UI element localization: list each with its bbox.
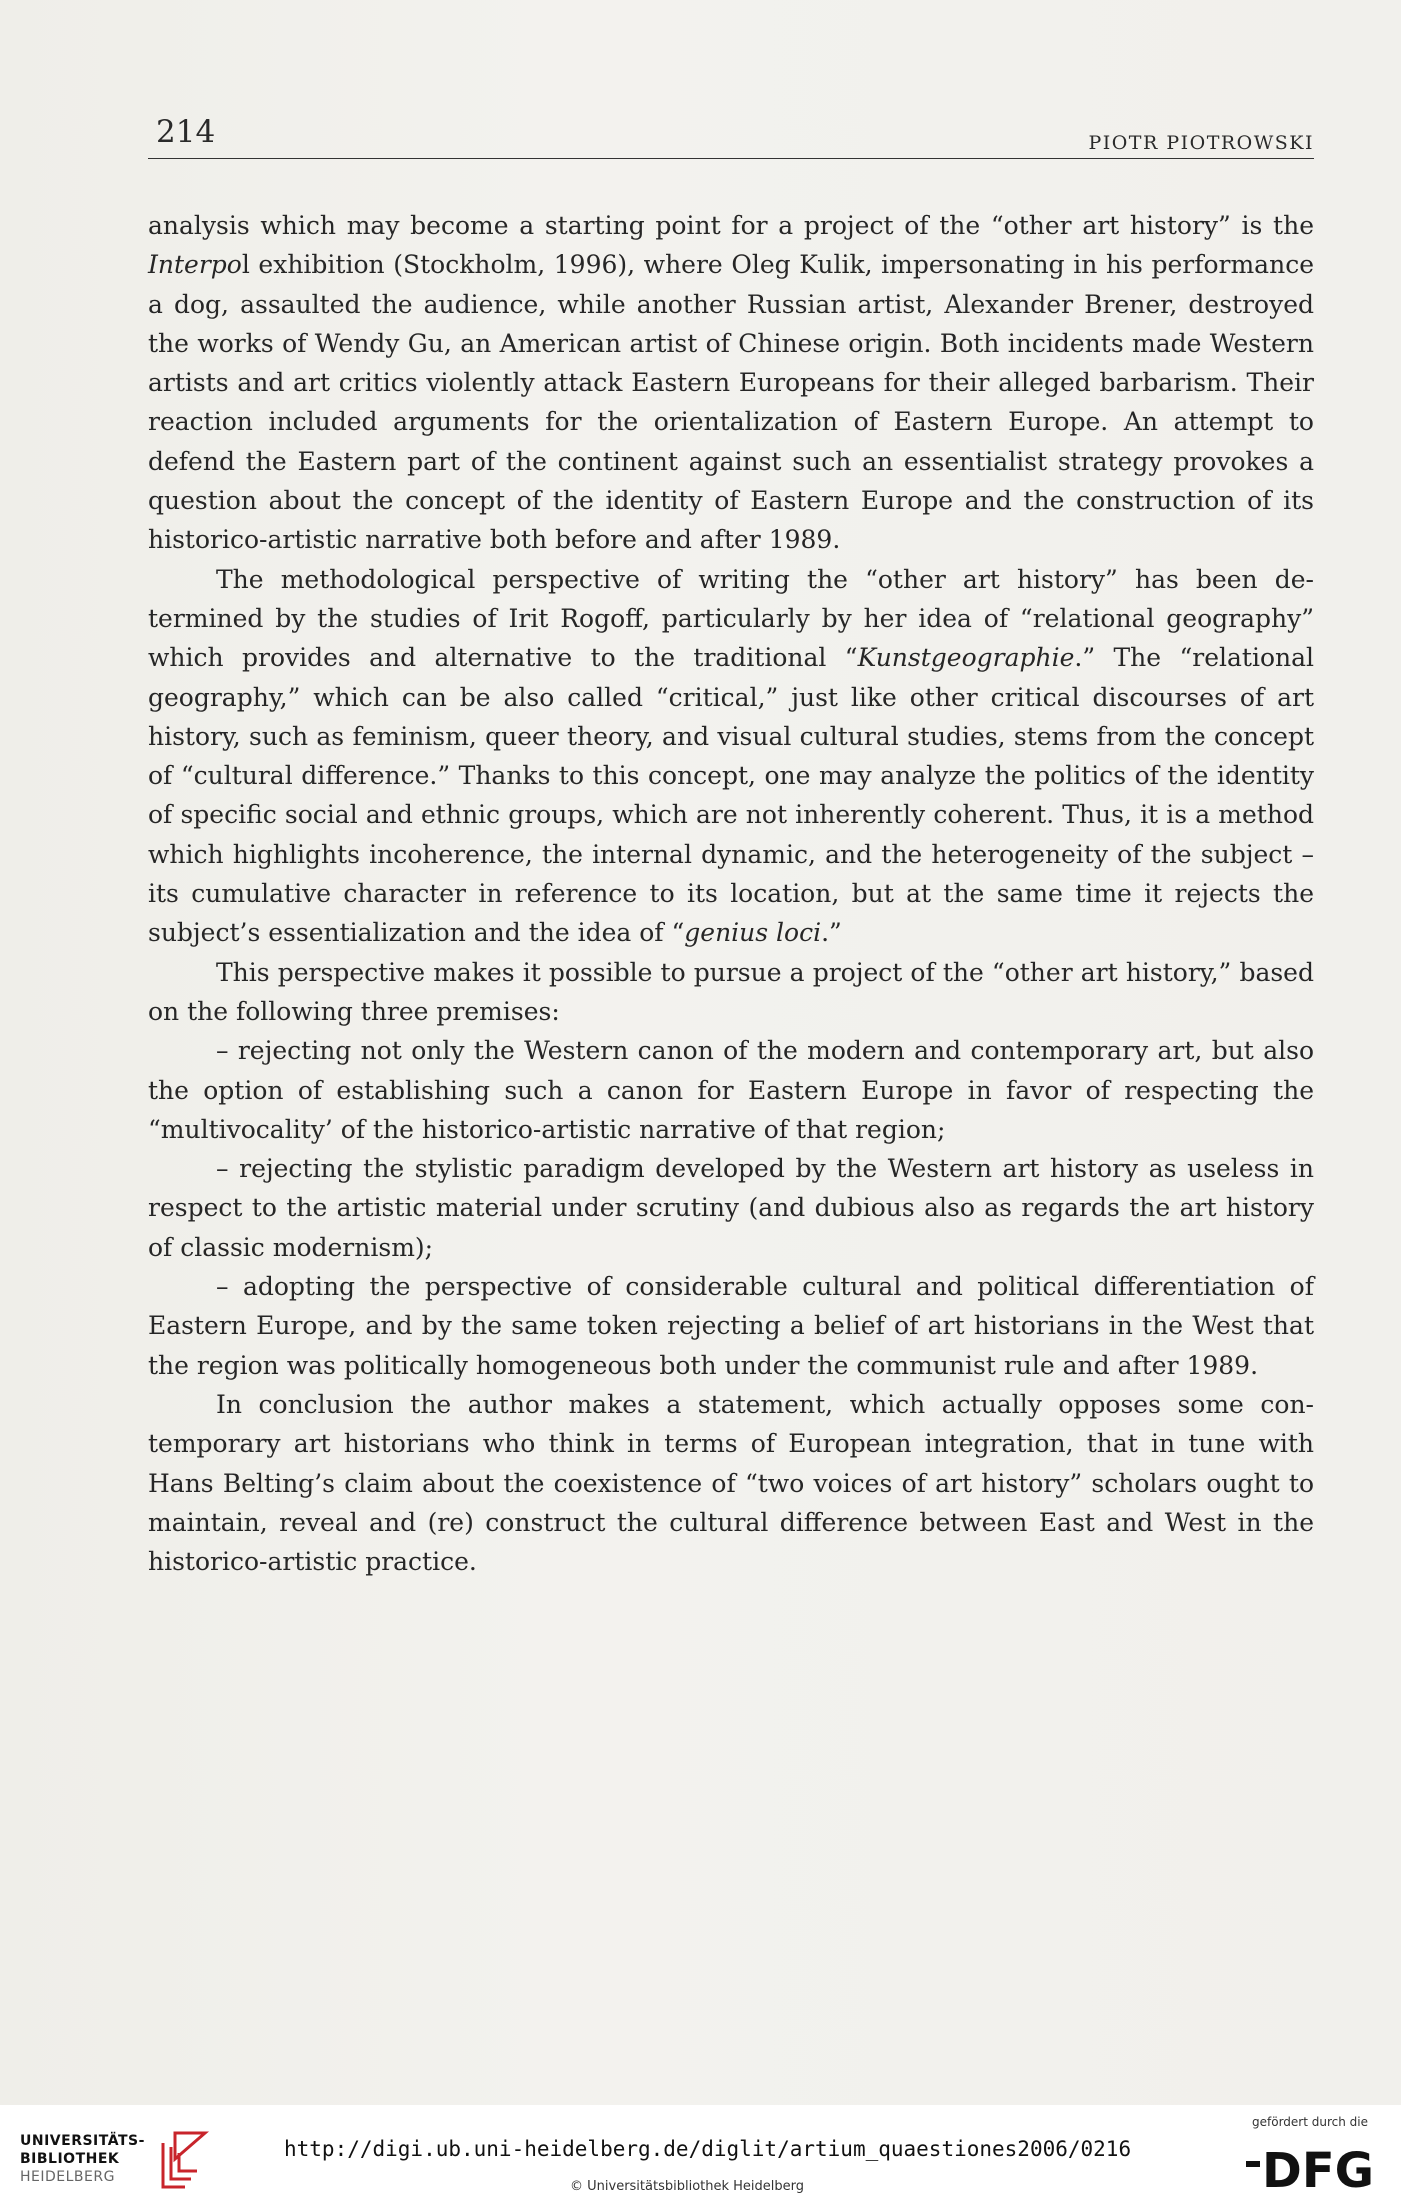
- body-paragraph: [148, 1031, 1314, 1149]
- page-header: [148, 112, 1314, 159]
- paragraph-text: – rejecting the stylistic paradigm developed by the Western art history as useless in respect to the artistic material under scrutiny (and dubious also as regards the art history of classic modernism);: [148, 1154, 1314, 1262]
- permalink-url[interactable]: http://digi.ub.uni-heidelberg.de/diglit/artium_quaestiones2006/0216: [284, 2137, 1132, 2161]
- body-paragraph: [148, 953, 1314, 1032]
- dfg-logo-text: DFG: [1262, 2143, 1375, 2193]
- body-paragraph: [148, 560, 1314, 953]
- paragraph-text: – rejecting not only the Western canon of the modern and contemporary art, but also the option of establishing such a canon for Eastern Europe in favor of respecting the “multivocality’ of the historico-artistic narrative of that region;: [148, 1036, 1314, 1144]
- italic-text: genius loci: [684, 918, 822, 948]
- paragraph-text: .” The “relational geography,” which can be also called “critical,” just like other critical discourses of art history, such as feminism, queer theory, and visual cultural studies, stems from the concept of “cultural difference.” Thanks to this concept, one may analyze the politics of the identity of specific social and ethnic groups, which are not inherently coherent. Thus, it is a method which highlights incoherence, the internal dynamic, and the heterogeneity of the subject – its cumulative character in reference to its location, but at the same time it rejects the subject’s essentialization and the idea of “: [148, 643, 1314, 948]
- paragraph-text: In conclusion the author makes a statement, which actually opposes some contemporary art historians who think in terms of European integration, that in tune with Hans Belting’s claim about the coexistence of “two voices of art history” scholars ought to maintain, reveal and (re) construct the cultural difference between East and West in the historico-artistic practice.: [148, 1389, 1314, 1577]
- body-paragraph: [148, 206, 1314, 560]
- body-paragraph: [148, 1267, 1314, 1385]
- italic-text: Kunstgeographie: [857, 643, 1075, 673]
- running-head: PIOTR PIOTROWSKI: [1088, 132, 1314, 154]
- dfg-logo-block[interactable]: [1240, 2115, 1390, 2201]
- body-text: [148, 206, 1314, 1581]
- copyright-note: © Universitätsbibliothek Heidelberg: [570, 2179, 805, 2194]
- paragraph-text: analysis which may become a starting point for a project of the “other art history” is the: [148, 211, 1314, 240]
- paragraph-text: This perspective makes it possible to pursue a project of the “other art history,” based on the following three premises:: [148, 957, 1314, 1026]
- body-paragraph: [148, 1385, 1314, 1581]
- footer-bar: [0, 2105, 1401, 2207]
- funding-note: gefördert durch die: [1252, 2115, 1368, 2129]
- logo-line-1: UNIVERSITÄTS-: [20, 2133, 145, 2149]
- dfg-logo-icon: [1246, 2137, 1382, 2193]
- paragraph-text: l exhibition (Stockholm, 1996), where Oleg Kulik, impersonating in his performance a dog, assaulted the audience, while another Russian artist, Alexander Brener, destroyed the works of Wendy Gu, an American artist of Chinese origin. Both incidents made Western artists and art critics violently attack Eastern Europeans for their alleged barbarism. Their reaction included arguments for the orientalization of Eastern Europe. An attempt to defend the Eastern part of the continent against such an essentialist strategy provokes a question about the concept of the identity of Eastern Europe and the construction of its historico-artistic narrative both before and after 1989.: [148, 250, 1314, 555]
- library-mark-icon: [145, 2129, 215, 2193]
- logo-line-2: BIBLIOTHEK: [20, 2151, 120, 2167]
- page-number: 214: [156, 114, 216, 150]
- library-logo[interactable]: [20, 2129, 220, 2193]
- logo-line-3: HEIDELBERG: [20, 2169, 115, 2185]
- body-paragraph: [148, 1149, 1314, 1267]
- paragraph-text: The methodological perspective of writing the “other art history” has been determined by the studies of Irit Rogoff, particularly by her idea of “relational geography” which provides and alternative to the traditional “: [148, 564, 1314, 673]
- italic-text: Interpo: [148, 250, 242, 280]
- paragraph-text: – adopting the perspective of considerable cultural and political differentiation of Eastern Europe, and by the same token rejecting a belief of art historians in the West that the region was politically homogeneous both under the communist rule and after 1989.: [148, 1272, 1314, 1380]
- paragraph-text: .”: [821, 918, 842, 948]
